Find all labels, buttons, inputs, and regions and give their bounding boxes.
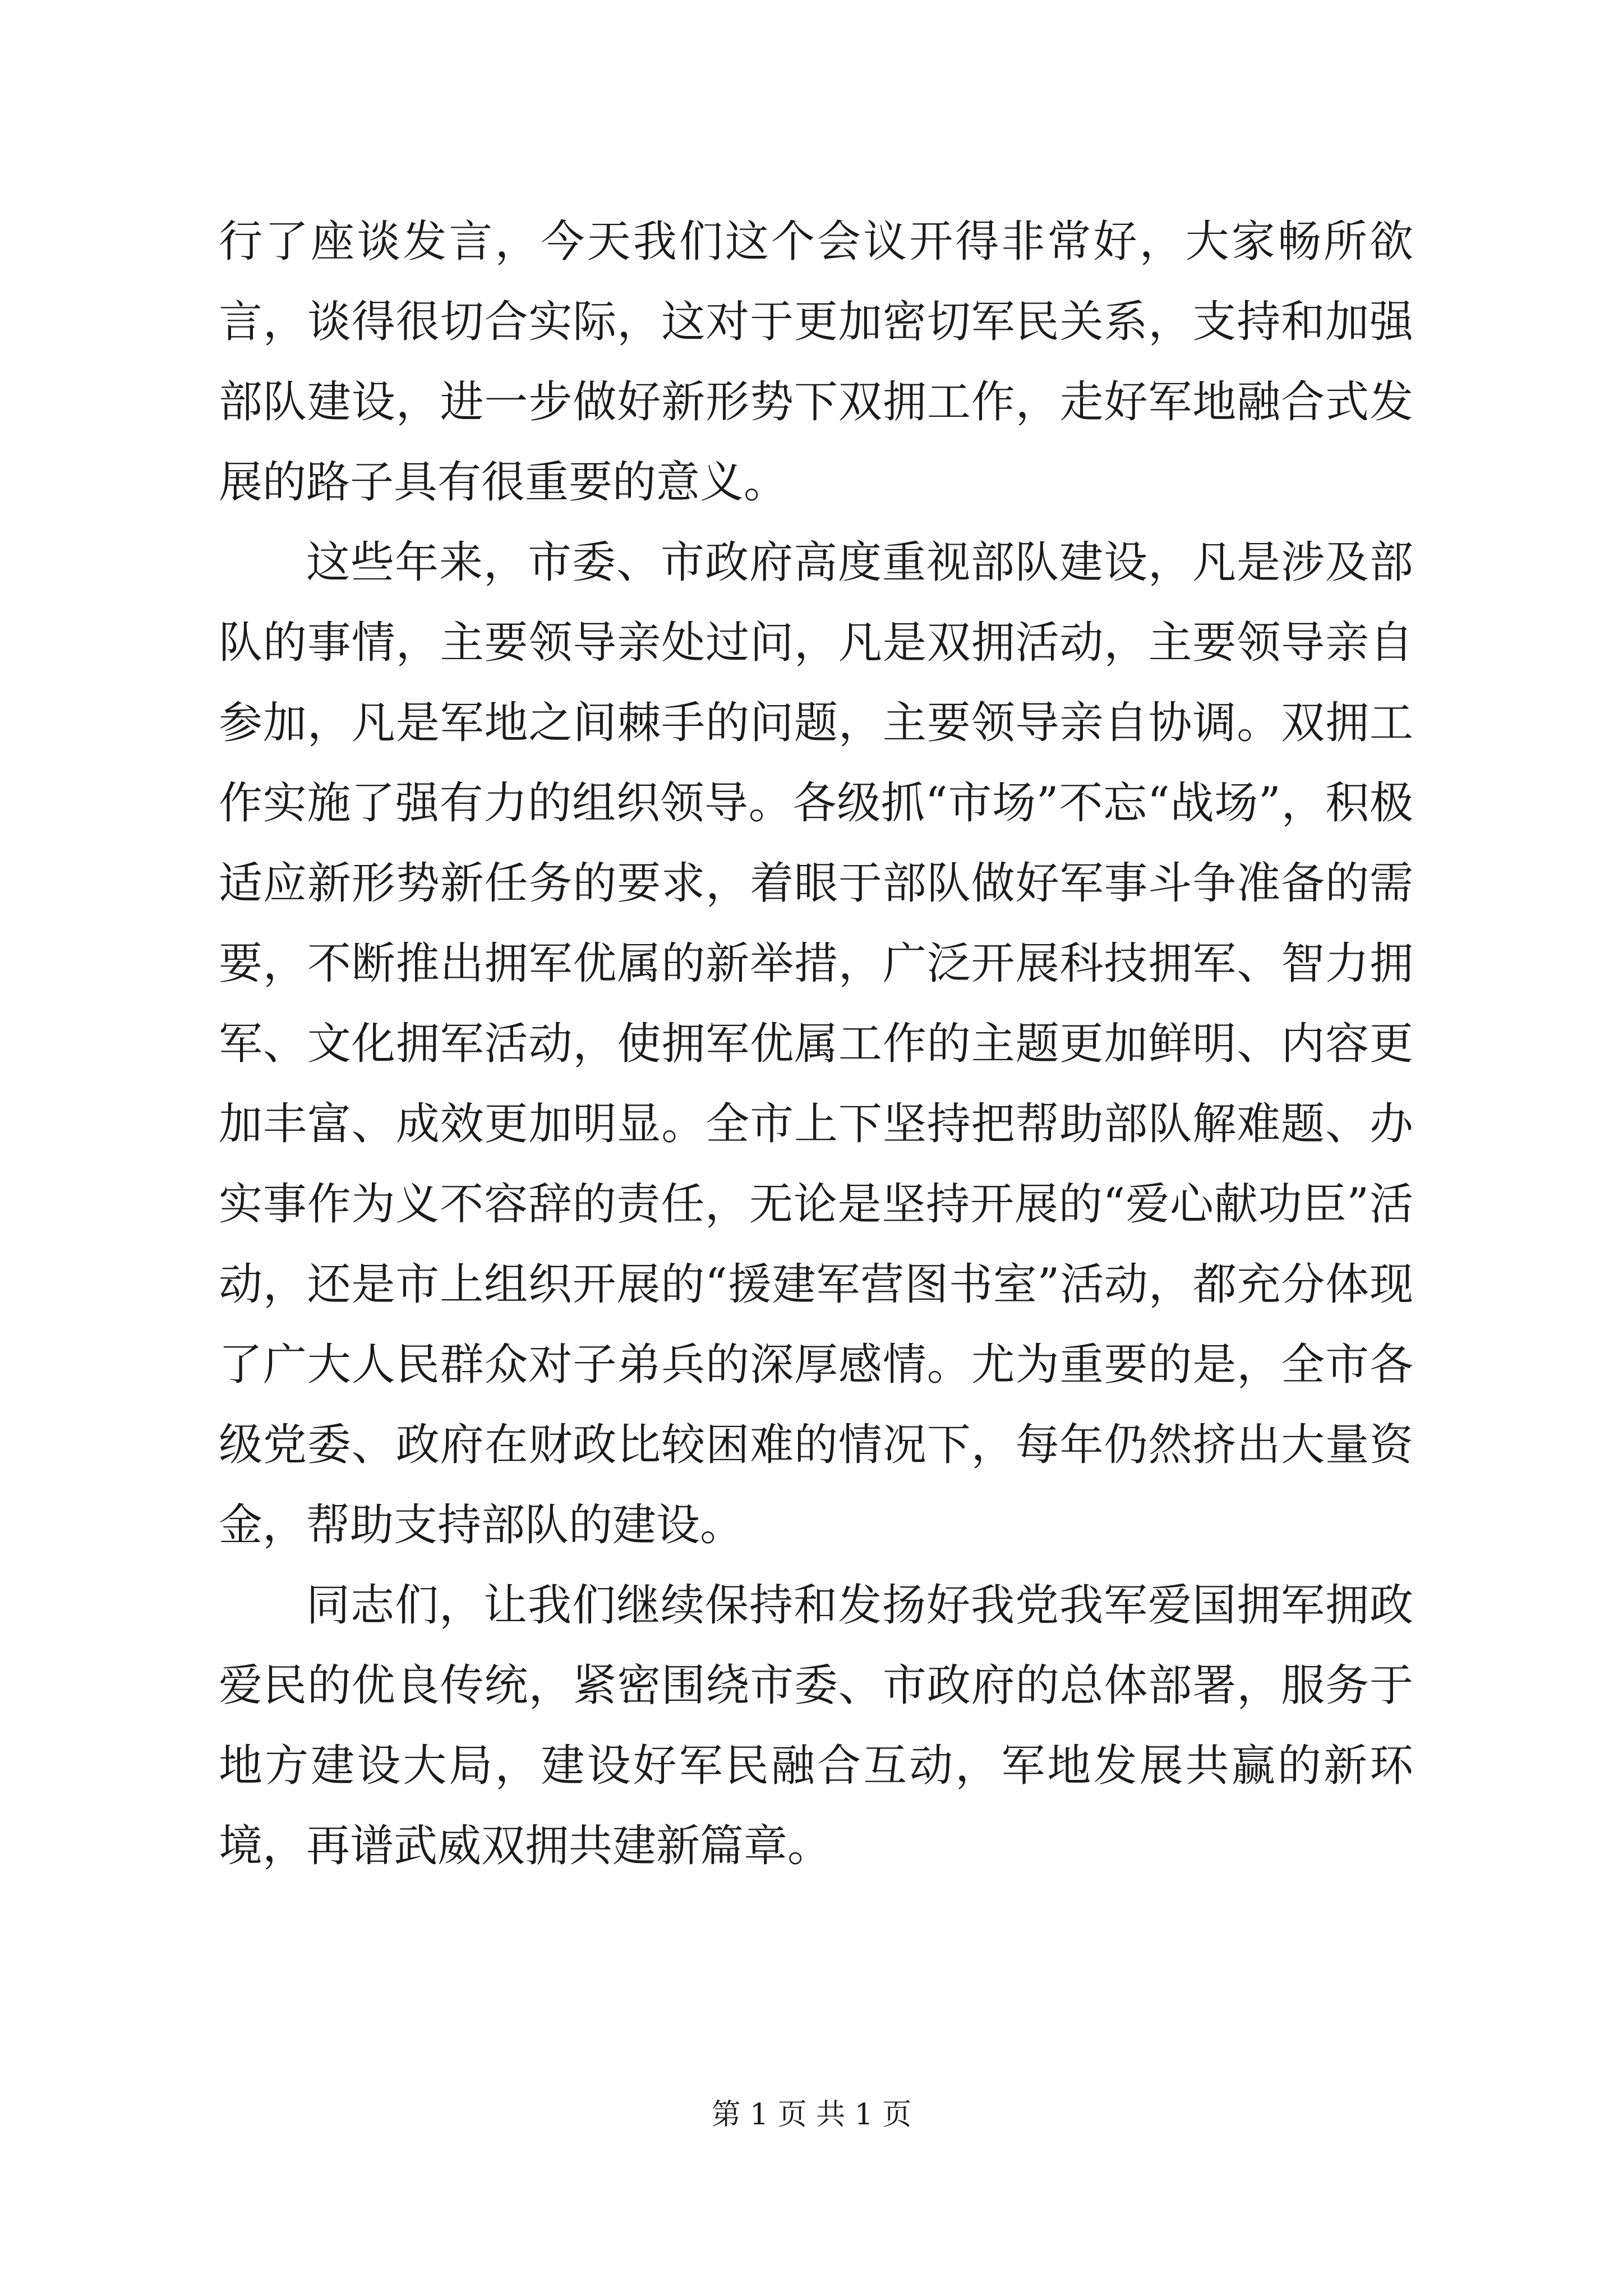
page-number-footer: 第 1 页 共 1 页 — [711, 2098, 912, 2132]
document-body — [219, 202, 1413, 1887]
paragraph-continuation: 行了座谈发言，今天我们这个会议开得非常好，大家畅所欲言，谈得很切合实际，这对于更加密切军民关系，支持和加强部队建设，进一步做好新形势下双拥工作，走好军地融合式发展的路子具有很重要的意义。 — [219, 217, 1413, 508]
paragraph-closing: 同志们，让我们继续保持和发扬好我党我军爱国拥军拥政爱民的优良传统，紧密围绕市委、市政府的总体部署，服务于地方建设大局，建设好军民融合互动，军地发展共赢的新环境，再谱武威双拥共建新篇章。 — [219, 1580, 1413, 1871]
paragraph-achievements: 这些年来，市委、市政府高度重视部队建设，凡是涉及部队的事情，主要领导亲处过问，凡是双拥活动，主要领导亲自参加，凡是军地之间棘手的问题，主要领导亲自协调。双拥工作实施了强有力的组织领导。各级抓“市场”不忘“战场”，积极适应新形势新任务的要求，着眼于部队做好军事斗争准备的需要，不断推出拥军优属的新举措，广泛开展科技拥军、智力拥军、文化拥军活动，使拥军优属工作的主题更加鲜明、内容更加丰富、成效更加明显。全市上下坚持把帮助部队解难题、办实事作为义不容辞的责任，无论是坚持开展的“爱心献功臣”活动，还是市上组织开展的“援建军营图书室”活动，都充分体现了广大人民群众对子弟兵的深厚感情。尤为重要的是，全市各级党委、政府在财政比较困难的情况下，每年仍然挤出大量资金，帮助支持部队的建设。 — [219, 537, 1413, 1550]
